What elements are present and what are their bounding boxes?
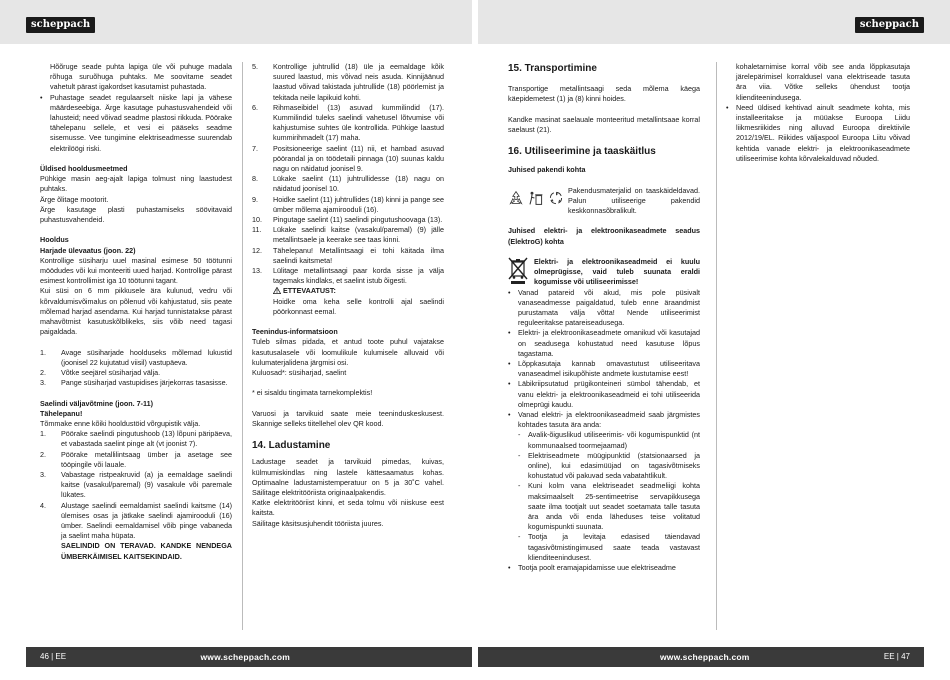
- list-item: 12. Tähelepanu! Metallintsaagi ei tohi käitada ilma saelindi kaitsmeta!: [252, 245, 444, 265]
- paragraph: Kandke masinat saelauale monteeritud metallintsaae korral saelaust (21).: [508, 114, 700, 134]
- paragraph: Kui süsi on 6 mm pikkusele ära kulunud, vedru või kõrvaldumisvõimalus on põlenud või kahjustatud, siis peate mõlemad harjad asendama. Kui harjad tunnistatakse pärast mahavõtmist kasutuskõlblikeks, siis võib need tagasi paigaldada.: [40, 286, 232, 337]
- packaging-note: [508, 186, 700, 217]
- footnote: * ei sisaldu tingimata tarnekomplektis!: [252, 388, 373, 398]
- paragraph: Pühkige masin aeg-ajalt lapiga tolmust ning laastudest puhtaks.: [40, 174, 232, 194]
- paragraph: Hoidke oma keha selle kontrolli ajal saelindi pöörkonnast eemal.: [273, 296, 444, 316]
- brand-logo-right: scheppach: [855, 17, 924, 33]
- website-link[interactable]: www.scheppach.com: [660, 652, 750, 662]
- list-item: 3. Pange süsiharjad vastupidises järjekorras tasasisse.: [40, 378, 228, 388]
- weee-warning: Elektri- ja elektroonikaseadmeid ei kuulu olmeprügisse, vaid tuleb suunata eraldi kogumisse või utiliseerimisse!: [508, 257, 700, 288]
- sub-heading: Saelindi väljavõtmine (joon. 7-11): [40, 398, 154, 408]
- paragraph: Kuluosad*: süsiharjad, saelint: [252, 368, 347, 378]
- trash-person-icon: [528, 190, 544, 206]
- page-number: 46 | EE: [40, 652, 67, 661]
- sub-list-item: - Kuni kolm vana elektriseadet seadmeliigi kohta maksimaalselt 25-sentimeetrise servapikkusega saate ilma tootjalt uut seadet soetamata talle tasuta ära anda või enda läheduses teise volitatud kogumispunkti suunata.: [518, 481, 700, 532]
- column-2: [252, 62, 444, 529]
- sub-heading: Harjade ülevaatus (joon. 22): [40, 245, 136, 255]
- section-heading: Üldised hooldusmeetmed: [40, 164, 128, 174]
- column-4: [726, 62, 910, 164]
- column-divider: [716, 62, 717, 630]
- column-3: [508, 62, 700, 573]
- list-item: 9. Hoidke saelint (11) juhtrullides (18) kinni ja pange see ümber mõlema ajamirooduli (16).: [252, 194, 444, 214]
- list-item: 3. Vabastage ristpeakruvid (a) ja eemaldage saelindi kaitse (vasakul/paremal) (9) vasakule või paremale lükates.: [40, 470, 232, 500]
- list-item: • Vanad patareid või akud, mis pole püsivalt vanaseadmesse paigaldatud, tuleb enne äraandmist purustamata välja võtta! Nende utiliseerimist reguleeritakse patareiseadusega.: [508, 287, 700, 328]
- brand-logo-left: scheppach: [26, 17, 95, 33]
- list-item: • Lõppkasutaja kannab omavastutust utiliseeritava vanaseadmel isikupõhiste andmete kustutamise eest!: [508, 359, 700, 379]
- sub-list-item: - Avalik-õiguslikud utiliseerimis- või kogumispunktid (nt kommunaalsed toormejaamad): [518, 430, 700, 450]
- list-item: • Elektri- ja elektroonikaseadmete omanikud või kasutajad on seadusega kohustatud need kasutuse lõpus tagastama.: [508, 328, 700, 358]
- paragraph: Pakendusmaterjalid on taaskäideldavad. Palun utiliseerige pakendid keskkonnasõbralikult.: [568, 185, 700, 215]
- paragraph: Varuosi ja tarvikuid saate meie teeninduskeskusest. Skannige selleks tiitellehel olev QR kood.: [252, 408, 444, 429]
- paragraph: Kontrollige süsiharju uuel masinal esimese 50 töötunni möödudes või kui monteeriti uued harjad. Kontrollige pärast esimest kontrollimist iga 10 töötunni tagant.: [40, 255, 232, 286]
- paragraph: Tõmmake enne kõiki hooldustöid võrgupistik välja.: [40, 419, 201, 429]
- sub-heading: Juhised pakendi kohta: [508, 165, 586, 175]
- blade-warning: SAELINDID ON TERAVAD. KANDKE NENDEGA ÜMBERKÄIMISEL KAITSEKINDAID.: [61, 541, 232, 561]
- sub-list-item: - Tootja ja levitaja edasised täiendavad tagasivõtmistingimused saate teada vastavast klienditeenindusest.: [518, 532, 700, 562]
- list-item: 11. Lükake saelindi kaitse (vasakul/paremal) (9) jälle metallintsaele ja keerake see taas kinni.: [252, 225, 444, 245]
- paragraph: Transportige metallintsaagi seda mõlema käega käepidemetest (1) ja (8) kinni hoides.: [508, 84, 700, 104]
- list-item: 5. Kontrollige juhtrullid (18) üle ja eemaldage kõik suured laastud, mis võivad neis asuda. Kinnijäänud laastud võivad takistada juhtrullide (18) pöörlemist ja tekitada neile lapikuid kohti.: [252, 62, 444, 102]
- section-title: 15. Transportimine: [508, 63, 597, 74]
- caution-label: ETTEVAATUST:: [252, 286, 444, 296]
- warning-triangle-icon: [273, 287, 281, 294]
- paragraph: Ärge õlitage mootorit.: [40, 194, 109, 204]
- paragraph: Ladustage seadet ja tarvikuid pimedas, kuivas, külmumiskindlas ning lastele kättesaamatus kohas. Optimaalne ladustamistemperatuur on 5 ja 30˚C vahel. Säilitage elektritööriista originaalpakendis.: [252, 457, 444, 498]
- list-item: 13. Lülitage metallintsaagi paar korda sisse ja välja tagemaks kindlaks, et saelint istub õigesti.: [252, 266, 444, 286]
- section-heading: Teenindus-informatsioon: [252, 327, 338, 337]
- sub-list-item: - Elektriseadmete müügipunktid (statsionaarsed ja online), kui edasimüüjad on tagasivõtmiseks kohustatud või pakuvad seda vabatahtlikult.: [518, 450, 700, 481]
- attention-label: Tähelepanu!: [40, 408, 83, 418]
- section-heading: Hooldus: [40, 235, 69, 245]
- paragraph: Katke elektritööriist kinni, et seda tolmu või niiskuse eest kaitsta.: [252, 498, 444, 518]
- list-item: 8. Lükake saelint (11) juhtrullidesse (18) nagu on näidatud joonisel 10.: [252, 174, 444, 194]
- column-1: [40, 62, 232, 562]
- list-item: • Läbikriipsutatud prügikonteineri sümbol tähendab, et vanu elektri- ja elektroonikaseadmeid ei tohi utiliseerida olmeprügi kaudu.: [508, 379, 700, 409]
- list-item: • Need üldised kehtivad ainult seadmete kohta, mis installeeritakse ja müüakse Euroopa Liidu liikmesriikides ning alluvad Euroopa direktiivile 2012/19/EL. Riikides väljaspool Euroopa Liitu võivad kehtida vanade elektri- ja elektroonikaseadmete utiliseerimise kohta kõrvalekalduvad nõuded.: [726, 102, 910, 163]
- column-divider: [242, 62, 243, 630]
- paragraph: kohaletarnimise korral võib see anda lõppkasutaja järelepärimisel korraldusel vana elektriseade tasuta ära viia. Võtke selleks ühendust tootja klienditeenindusega.: [736, 62, 910, 102]
- intro-text: Hõõruge seade puhta lapiga üle või puhuge madala rõhuga suruõhuga puhtaks. Me soovitame seadet vahetult pärast igakordset kasutamist puhastada.: [50, 62, 232, 92]
- list-item: 7. Positsioneerige saelint (11) nii, et hambad asuvad pöörandal ja on töödetaili pinnaga (10) suunas kaldu nagu on näidatud joonisel 9.: [252, 143, 444, 174]
- crossed-bin-icon: [508, 257, 528, 285]
- page-number: EE | 47: [883, 652, 910, 661]
- list-item: • Vanad elektri- ja elektroonikaseadmeid saab järgmistes kohtades tasuta ära anda:: [508, 410, 700, 430]
- list-item: 1. Pöörake saelindi pingutushoob (13) lõpuni päripäeva, et vabastada saelint pinge alt (vt joonist 7).: [40, 429, 232, 449]
- recycle-symbol-icon: [548, 190, 564, 206]
- list-item: • Tootja poolt eramajapidamisse uue elektriseadme: [508, 563, 676, 573]
- website-link[interactable]: www.scheppach.com: [200, 652, 290, 662]
- list-item: • Puhastage seadet regulaarselt niiske lapi ja vähese määrdeseebiga. Ärge kasutage puhastusvahendeid või lahusteid; need võivad seadme plastosi rikkuda. Pöörake tähelepanu sellele, et vesi ei pääseks seadme sisemusse. Vee tungimine elektriseadmesse suurendab elektrilöögi riski.: [40, 92, 232, 153]
- list-item: 4. Alustage saelindi eemaldamist saelindi kaitsme (14) ülemises osas ja jätkake saelindi ajamirooduli (16) ümber. Saelindi eemaldamisel võib pinge vabaneda ja saelint maha hüpata.: [40, 500, 232, 541]
- sub-heading: Juhised elektri- ja elektroonikaseadmete seadus (ElektroG) kohta: [508, 226, 700, 246]
- paragraph: Tuleb silmas pidada, et antud toote puhul vajatakse kasutusalasele või loomulikule kulumisele alluvaid või kulumaterjalidena järgmisi osi.: [252, 337, 444, 367]
- footer-left: [26, 647, 472, 667]
- paragraph: Ärge kasutage plasti puhastamiseks söövitavaid puhastusvahendeid.: [40, 204, 232, 225]
- list-item: 10. Pingutage saelint (11) saelindi pingutushoovaga (13).: [252, 215, 443, 225]
- list-item: 2. Pöörake metallilintsaag ümber ja asetage see tööpingile või lauale.: [40, 449, 232, 469]
- list-item: 1. Avage süsiharjade hoolduseks mõlemad lukustid (joonisel 22 kujutatud viisil) vastupäeva.: [40, 347, 232, 367]
- section-title: 16. Utiliseerimine ja taaskäitlus: [508, 146, 656, 158]
- list-item: 2. Võtke seejärel süsiharjad välja.: [40, 368, 161, 378]
- footer-right: [478, 647, 924, 667]
- list-item: 6. Rihmaseibidel (13) asuvad kummilindid (17). Kummilindid tuleks saelindi vahetusel lõtvumise või kahjustumise suhtes üle kontrollida. Pühkige laastud kummirihmadelt (17) maha.: [252, 102, 444, 143]
- paragraph: Säilitage käsitsusjuhendit tööriista juures.: [252, 518, 384, 528]
- recycle-icon: [508, 190, 524, 206]
- section-title: 14. Ladustamine: [252, 440, 331, 452]
